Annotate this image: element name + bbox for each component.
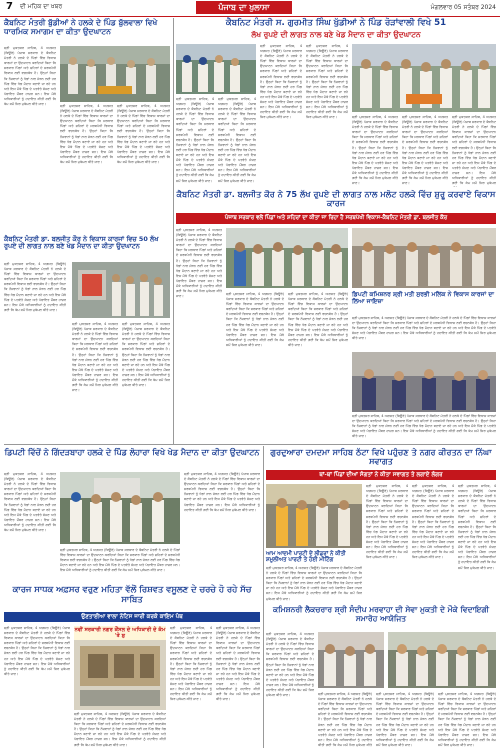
page-number: 7 (6, 1, 13, 12)
headline-lohara: ਡਿਪਟੀ ਵਿੱਚੋਂ ਨੇ ਗਿੱਦੜਬਾਹਾ ਹਲਕੇ ਦੇ ਪਿੰਡ ਲੋਹਾਰਾ ਵਿਖੇ ਖੇਡ ਮੈਦਾਨ ਦਾ ਕੀਤਾ ਉਦਘਾਟਨ (4, 448, 260, 457)
divider (4, 444, 496, 445)
article-photo (352, 228, 496, 288)
subhead-strip: ਥਾਂ-ਥਾਂ ਪਿੰਡਾਂ ਦੀਆਂ ਸੰਗਤਾਂ ਨੇ ਕੀਤਾ ਸਵਾਗਤ ਤੇ ਲਗਾਏ ਲੰਗਰ (266, 470, 496, 480)
article-text: ਸ੍ਰੀ ਮੁਕਤਸਰ ਸਾਹਿਬ, 4 ਅਗਸਤ (ਬਿਊਰੋ) ਪੰਜਾਬ ਸਰਕਾਰ ਦੇ ਕੈਬਨਿਟ ਮੰਤਰੀ ਨੇ ਹਲਕੇ ਦੇ ਪਿੰਡਾਂ ਵਿੱਚ ਵਿਕਾਸ ਕਾਰਜਾਂ ਦਾ ਉਦਘਾਟਨ ਕਰਦਿਆਂ ਕਿਹਾ ਕਿ ਸਰਕਾਰ ਪਿੰਡਾਂ ਅਤੇ ਸ਼ਹਿਰਾਂ ਦੇ ਸਰਬਪੱਖੀ ਵਿਕਾਸ ਲਈ ਵਚਨਬੱਧ ਹੈ। ਉਨ੍ਹਾਂ ਕਿਹਾ ਕਿ ਨੌਜਵਾਨਾਂ ਨੂੰ ਖੇਡਾਂ ਨਾਲ ਜੋੜਨ ਲਈ ਹਰ ਪਿੰਡ ਵਿੱਚ ਖੇਡ ਮੈਦਾਨ ਬਣਾਏ ਜਾ ਰਹੇ ਹਨ ਅਤੇ ਇਸ ਮੌਕੇ ਪਿੰਡ ਦੇ ਪਤਵੰਤੇ ਸੱਜਣ ਅਤੇ ਪੰਚਾਇਤ ਮੈਂਬਰ ਹਾਜ਼ਰ ਸਨ। ਇਸ ਮੌਕੇ ਅਧਿਕਾਰੀਆਂ ਨੂੰ ਹਦਾਇਤ ਕੀਤੀ ਗਈ ਕਿ ਕੰਮ ਸਮੇਂ ਸਿਰ ਮੁਕੰਮਲ ਕੀਤੇ ਜਾਣ। (438, 692, 496, 747)
article-photo (388, 632, 496, 688)
article-photo (226, 228, 348, 288)
subhead-strip: ਉਣਤਾਈਆ ਵਾਲਾ ਨੋਟਿਸ ਜਾਰੀ ਕਰਕੇ ਕਾਇਮ ਪੰਥ (4, 612, 260, 622)
article-text: ਸ੍ਰੀ ਮੁਕਤਸਰ ਸਾਹਿਬ, 4 ਅਗਸਤ (ਬਿਊਰੋ) ਪੰਜਾਬ ਸਰਕਾਰ ਦੇ ਕੈਬਨਿਟ ਮੰਤਰੀ ਨੇ ਹਲਕੇ ਦੇ ਪਿੰਡਾਂ ਵਿੱਚ ਵਿਕਾਸ ਕਾਰਜਾਂ ਦਾ ਉਦਘਾਟਨ ਕਰਦਿਆਂ ਕਿਹਾ ਕਿ ਸਰਕਾਰ ਪਿੰਡਾਂ ਅਤੇ ਸ਼ਹਿਰਾਂ ਦੇ ਸਰਬਪੱਖੀ ਵਿਕਾਸ ਲਈ ਵਚਨਬੱਧ ਹੈ। ਉਨ੍ਹਾਂ ਕਿਹਾ ਕਿ ਨੌਜਵਾਨਾਂ ਨੂੰ ਖੇਡਾਂ ਨਾਲ ਜੋੜਨ ਲਈ ਹਰ ਪਿੰਡ ਵਿੱਚ ਖੇਡ ਮੈਦਾਨ ਬਣਾਏ ਜਾ ਰਹੇ ਹਨ ਅਤੇ ਇਸ ਮੌਕੇ ਪਿੰਡ ਦੇ ਪਤਵੰਤੇ ਸੱਜਣ ਅਤੇ ਪੰਚਾਇਤ ਮੈਂਬਰ ਹਾਜ਼ਰ ਸਨ। ਇਸ ਮੌਕੇ ਅਧਿਕਾਰੀਆਂ ਨੂੰ ਹਦਾਇਤ ਕੀਤੀ ਗਈ ਕਿ ਕੰਮ ਸਮੇਂ ਸਿਰ ਮੁਕੰਮਲ ਕੀਤੇ ਜਾਣ। (266, 566, 362, 601)
article-text: ਸ੍ਰੀ ਮੁਕਤਸਰ ਸਾਹਿਬ, 4 ਅਗਸਤ (ਬਿਊਰੋ) ਪੰਜਾਬ ਸਰਕਾਰ ਦੇ ਕੈਬਨਿਟ ਮੰਤਰੀ ਨੇ ਹਲਕੇ ਦੇ ਪਿੰਡਾਂ ਵਿੱਚ ਵਿਕਾਸ ਕਾਰਜਾਂ ਦਾ ਉਦਘਾਟਨ ਕਰਦਿਆਂ ਕਿਹਾ ਕਿ ਸਰਕਾਰ ਪਿੰਡਾਂ ਅਤੇ ਸ਼ਹਿਰਾਂ ਦੇ ਸਰਬਪੱਖੀ ਵਿਕਾਸ ਲਈ ਵਚਨਬੱਧ ਹੈ। ਉਨ੍ਹਾਂ ਕਿਹਾ ਕਿ ਨੌਜਵਾਨਾਂ ਨੂੰ ਖੇਡਾਂ ਨਾਲ ਜੋੜਨ ਲਈ ਹਰ ਪਿੰਡ ਵਿੱਚ ਖੇਡ ਮੈਦਾਨ ਬਣਾਏ ਜਾ ਰਹੇ ਹਨ ਅਤੇ ਇਸ ਮੌਕੇ ਪਿੰਡ ਦੇ ਪਤਵੰਤੇ ਸੱਜਣ ਅਤੇ ਪੰਚਾਇਤ ਮੈਂਬਰ ਹਾਜ਼ਰ ਸਨ। ਇਸ ਮੌਕੇ ਅਧਿਕਾਰੀਆਂ ਨੂੰ ਹਦਾਇਤ ਕੀਤੀ ਗਈ ਕਿ ਕੰਮ ਸਮੇਂ ਸਿਰ ਮੁਕੰਮਲ ਕੀਤੇ ਜਾਣ। (4, 626, 70, 676)
article-text: ਸ੍ਰੀ ਮੁਕਤਸਰ ਸਾਹਿਬ, 4 ਅਗਸਤ (ਬਿਊਰੋ) ਪੰਜਾਬ ਸਰਕਾਰ ਦੇ ਕੈਬਨਿਟ ਮੰਤਰੀ ਨੇ ਹਲਕੇ ਦੇ ਪਿੰਡਾਂ ਵਿੱਚ ਵਿਕਾਸ ਕਾਰਜਾਂ ਦਾ ਉਦਘਾਟਨ ਕਰਦਿਆਂ ਕਿਹਾ ਕਿ ਸਰਕਾਰ ਪਿੰਡਾਂ ਅਤੇ ਸ਼ਹਿਰਾਂ ਦੇ ਸਰਬਪੱਖੀ ਵਿਕਾਸ ਲਈ ਵਚਨਬੱਧ ਹੈ। ਉਨ੍ਹਾਂ ਕਿਹਾ ਕਿ ਨੌਜਵਾਨਾਂ ਨੂੰ ਖੇਡਾਂ ਨਾਲ ਜੋੜਨ ਲਈ ਹਰ ਪਿੰਡ ਵਿੱਚ ਖੇਡ ਮੈਦਾਨ ਬਣਾਏ ਜਾ ਰਹੇ ਹਨ ਅਤੇ ਇਸ ਮੌਕੇ ਪਿੰਡ ਦੇ ਪਤਵੰਤੇ ਸੱਜਣ ਅਤੇ ਪੰਚਾਇਤ ਮੈਂਬਰ ਹਾਜ਼ਰ ਸਨ। ਇਸ ਮੌਕੇ ਅਧਿਕਾਰੀਆਂ ਨੂੰ ਹਦਾਇਤ ਕੀਤੀ ਗਈ ਕਿ ਕੰਮ ਸਮੇਂ ਸਿਰ ਮੁਕੰਮਲ ਕੀਤੇ ਜਾਣ। (176, 228, 222, 299)
article-text: ਸ੍ਰੀ ਮੁਕਤਸਰ ਸਾਹਿਬ, 4 ਅਗਸਤ (ਬਿਊਰੋ) ਪੰਜਾਬ ਸਰਕਾਰ ਦੇ ਕੈਬਨਿਟ ਮੰਤਰੀ ਨੇ ਹਲਕੇ ਦੇ ਪਿੰਡਾਂ ਵਿੱਚ ਵਿਕਾਸ ਕਾਰਜਾਂ ਦਾ ਉਦਘਾਟਨ ਕਰਦਿਆਂ ਕਿਹਾ ਕਿ ਸਰਕਾਰ ਪਿੰਡਾਂ ਅਤੇ ਸ਼ਹਿਰਾਂ ਦੇ ਸਰਬਪੱਖੀ ਵਿਕਾਸ ਲਈ ਵਚਨਬੱਧ ਹੈ। ਉਨ੍ਹਾਂ ਕਿਹਾ ਕਿ ਨੌਜਵਾਨਾਂ ਨੂੰ ਖੇਡਾਂ ਨਾਲ ਜੋੜਨ ਲਈ ਹਰ ਪਿੰਡ ਵਿੱਚ ਖੇਡ ਮੈਦਾਨ ਬਣਾਏ ਜਾ ਰਹੇ ਹਨ ਅਤੇ ਇਸ ਮੌਕੇ ਪਿੰਡ ਦੇ ਪਤਵੰਤੇ ਸੱਜਣ ਅਤੇ ਪੰਚਾਇਤ ਮੈਂਬਰ ਹਾਜ਼ਰ ਸਨ। ਇਸ ਮੌਕੇ ਅਧਿਕਾਰੀਆਂ ਨੂੰ ਹਦਾਇਤ ਕੀਤੀ ਗਈ ਕਿ ਕੰਮ ਸਮੇਂ ਸਿਰ ਮੁਕੰਮਲ ਕੀਤੇ ਜਾਣ। (352, 414, 496, 439)
article-text: ਸ੍ਰੀ ਮੁਕਤਸਰ ਸਾਹਿਬ, 4 ਅਗਸਤ (ਬਿਊਰੋ) ਪੰਜਾਬ ਸਰਕਾਰ ਦੇ ਕੈਬਨਿਟ ਮੰਤਰੀ ਨੇ ਹਲਕੇ ਦੇ ਪਿੰਡਾਂ ਵਿੱਚ ਵਿਕਾਸ ਕਾਰਜਾਂ ਦਾ ਉਦਘਾਟਨ ਕਰਦਿਆਂ ਕਿਹਾ ਕਿ ਸਰਕਾਰ ਪਿੰਡਾਂ ਅਤੇ ਸ਼ਹਿਰਾਂ ਦੇ ਸਰਬਪੱਖੀ ਵਿਕਾਸ ਲਈ ਵਚਨਬੱਧ ਹੈ। ਉਨ੍ਹਾਂ ਕਿਹਾ ਕਿ ਨੌਜਵਾਨਾਂ ਨੂੰ ਖੇਡਾਂ ਨਾਲ ਜੋੜਨ ਲਈ ਹਰ ਪਿੰਡ ਵਿੱਚ ਖੇਡ ਮੈਦਾਨ ਬਣਾਏ ਜਾ ਰਹੇ ਹਨ ਅਤੇ ਇਸ ਮੌਕੇ ਪਿੰਡ ਦੇ ਪਤਵੰਤੇ ਸੱਜਣ ਅਤੇ ਪੰਚਾਇਤ ਮੈਂਬਰ ਹਾਜ਼ਰ ਸਨ। ਇਸ ਮੌਕੇ ਅਧਿਕਾਰੀਆਂ ਨੂੰ ਹਦਾਇਤ ਕੀਤੀ ਗਈ ਕਿ ਕੰਮ ਸਮੇਂ ਸਿਰ ਮੁਕੰਮਲ ਕੀਤੇ ਜਾਣ। (184, 472, 260, 512)
headline-nagar-kirtan: ਗੁਰਦੁਆਰਾ ਦਮਦਮਾ ਸਾਹਿਬ ਠੱਟਾ ਵਿਖੇ ਪਹੁੰਚਣ ਤੇ ਨਗਰ ਕੀਰਤਨ ਦਾ ਨਿੱਘਾ ਸਵਾਗਤ (270, 447, 492, 467)
headline-dc: ਡਿਪਟੀ ਕਮਿਸ਼ਨਰ ਸ਼੍ਰੀ ਮਤੀ ਸੁਰਭੀ ਮਲਿਕ ਨੇ ਵਿਕਾਸ ਕਾਰਜਾਂ ਦਾ ਲਿਆ ਜਾਇਜ਼ਾ (352, 291, 495, 305)
article-text: ਸ੍ਰੀ ਮੁਕਤਸਰ ਸਾਹਿਬ, 4 ਅਗਸਤ (ਬਿਊਰੋ) ਪੰਜਾਬ ਸਰਕਾਰ ਦੇ ਕੈਬਨਿਟ ਮੰਤਰੀ ਨੇ ਹਲਕੇ ਦੇ ਪਿੰਡਾਂ ਵਿੱਚ ਵਿਕਾਸ ਕਾਰਜਾਂ ਦਾ ਉਦਘਾਟਨ ਕਰਦਿਆਂ ਕਿਹਾ ਕਿ ਸਰਕਾਰ ਪਿੰਡਾਂ ਅਤੇ ਸ਼ਹਿਰਾਂ ਦੇ ਸਰਬਪੱਖੀ ਵਿਕਾਸ ਲਈ ਵਚਨਬੱਧ ਹੈ। ਉਨ੍ਹਾਂ ਕਿਹਾ ਕਿ ਨੌਜਵਾਨਾਂ ਨੂੰ ਖੇਡਾਂ ਨਾਲ ਜੋੜਨ ਲਈ ਹਰ ਪਿੰਡ ਵਿੱਚ ਖੇਡ ਮੈਦਾਨ ਬਣਾਏ ਜਾ ਰਹੇ ਹਨ ਅਤੇ ਇਸ ਮੌਕੇ ਪਿੰਡ ਦੇ ਪਤਵੰਤੇ ਸੱਜਣ ਅਤੇ ਪੰਚਾਇਤ ਮੈਂਬਰ ਹਾਜ਼ਰ ਸਨ। ਇਸ ਮੌਕੇ ਅਧਿਕਾਰੀਆਂ ਨੂੰ ਹਦਾਇਤ ਕੀਤੀ ਗਈ ਕਿ ਕੰਮ ਸਮੇਂ ਸਿਰ ਮੁਕੰਮਲ ਕੀਤੇ ਜਾਣ। (288, 292, 348, 347)
paper-name: ਦੀ ਮਹਿਕ ਦਾ ਖ਼ਬਰ (20, 3, 63, 10)
headline-retirement: ਕਮਿਸ਼ਨਰੀ ਲੈਕਚਰਾਰ ਸ਼੍ਰੀ ਸੰਦੀਪ ਮਰਵਾਹਾ ਦੀ ਸੇਵਾ ਮੁਕਤੀ ਦੇ ਮੌਕੇ ਵਿਦਾਇਗੀ ਸਮਾਰੋਹ ਆਯੋਜਿਤ (272, 605, 490, 623)
article-photo (352, 352, 496, 412)
article-text: ਸ੍ਰੀ ਮੁਕਤਸਰ ਸਾਹਿਬ, 4 ਅਗਸਤ (ਬਿਊਰੋ) ਪੰਜਾਬ ਸਰਕਾਰ ਦੇ ਕੈਬਨਿਟ ਮੰਤਰੀ ਨੇ ਹਲਕੇ ਦੇ ਪਿੰਡਾਂ ਵਿੱਚ ਵਿਕਾਸ ਕਾਰਜਾਂ ਦਾ ਉਦਘਾਟਨ ਕਰਦਿਆਂ ਕਿਹਾ ਕਿ ਸਰਕਾਰ ਪਿੰਡਾਂ ਅਤੇ ਸ਼ਹਿਰਾਂ ਦੇ ਸਰਬਪੱਖੀ ਵਿਕਾਸ ਲਈ ਵਚਨਬੱਧ ਹੈ। ਉਨ੍ਹਾਂ ਕਿਹਾ ਕਿ ਨੌਜਵਾਨਾਂ ਨੂੰ ਖੇਡਾਂ ਨਾਲ ਜੋੜਨ ਲਈ ਹਰ ਪਿੰਡ ਵਿੱਚ ਖੇਡ ਮੈਦਾਨ ਬਣਾਏ ਜਾ ਰਹੇ ਹਨ ਅਤੇ ਇਸ ਮੌਕੇ ਪਿੰਡ ਦੇ ਪਤਵੰਤੇ ਸੱਜਣ ਅਤੇ ਪੰਚਾਇਤ ਮੈਂਬਰ ਹਾਜ਼ਰ ਸਨ। ਇਸ ਮੌਕੇ ਅਧਿਕਾਰੀਆਂ ਨੂੰ ਹਦਾਇਤ ਕੀਤੀ ਗਈ ਕਿ ਕੰਮ ਸਮੇਂ ਸਿਰ ਮੁਕੰਮਲ ਕੀਤੇ ਜਾਣ। (4, 472, 56, 533)
article-text: ਸ੍ਰੀ ਮੁਕਤਸਰ ਸਾਹਿਬ, 4 ਅਗਸਤ (ਬਿਊਰੋ) ਪੰਜਾਬ ਸਰਕਾਰ ਦੇ ਕੈਬਨਿਟ ਮੰਤਰੀ ਨੇ ਹਲਕੇ ਦੇ ਪਿੰਡਾਂ ਵਿੱਚ ਵਿਕਾਸ ਕਾਰਜਾਂ ਦਾ ਉਦਘਾਟਨ ਕਰਦਿਆਂ ਕਿਹਾ ਕਿ ਸਰਕਾਰ ਪਿੰਡਾਂ ਅਤੇ ਸ਼ਹਿਰਾਂ ਦੇ ਸਰਬਪੱਖੀ ਵਿਕਾਸ ਲਈ ਵਚਨਬੱਧ ਹੈ। ਉਨ੍ਹਾਂ ਕਿਹਾ ਕਿ ਨੌਜਵਾਨਾਂ ਨੂੰ ਖੇਡਾਂ ਨਾਲ ਜੋੜਨ ਲਈ ਹਰ ਪਿੰਡ ਵਿੱਚ ਖੇਡ ਮੈਦਾਨ ਬਣਾਏ ਜਾ ਰਹੇ ਹਨ ਅਤੇ ਇਸ ਮੌਕੇ ਪਿੰਡ ਦੇ ਪਤਵੰਤੇ ਸੱਜਣ ਅਤੇ ਪੰਚਾਇਤ ਮੈਂਬਰ ਹਾਜ਼ਰ ਸਨ। ਇਸ ਮੌਕੇ ਅਧਿਕਾਰੀਆਂ ਨੂੰ ਹਦਾਇਤ ਕੀਤੀ ਗਈ ਕਿ ਕੰਮ ਸਮੇਂ ਸਿਰ ਮੁਕੰਮਲ ਕੀਤੇ ਜਾਣ। (266, 632, 314, 698)
article-text: ਸ੍ਰੀ ਮੁਕਤਸਰ ਸਾਹਿਬ, 4 ਅਗਸਤ (ਬਿਊਰੋ) ਪੰਜਾਬ ਸਰਕਾਰ ਦੇ ਕੈਬਨਿਟ ਮੰਤਰੀ ਨੇ ਹਲਕੇ ਦੇ ਪਿੰਡਾਂ ਵਿੱਚ ਵਿਕਾਸ ਕਾਰਜਾਂ ਦਾ ਉਦਘਾਟਨ ਕਰਦਿਆਂ ਕਿਹਾ ਕਿ ਸਰਕਾਰ ਪਿੰਡਾਂ ਅਤੇ ਸ਼ਹਿਰਾਂ ਦੇ ਸਰਬਪੱਖੀ ਵਿਕਾਸ ਲਈ ਵਚਨਬੱਧ ਹੈ। ਉਨ੍ਹਾਂ ਕਿਹਾ ਕਿ ਨੌਜਵਾਨਾਂ ਨੂੰ ਖੇਡਾਂ ਨਾਲ ਜੋੜਨ ਲਈ ਹਰ ਪਿੰਡ ਵਿੱਚ ਖੇਡ ਮੈਦਾਨ ਬਣਾਏ ਜਾ ਰਹੇ ਹਨ ਅਤੇ ਇਸ ਮੌਕੇ ਪਿੰਡ ਦੇ ਪਤਵੰਤੇ ਸੱਜਣ ਅਤੇ ਪੰਚਾਇਤ ਮੈਂਬਰ ਹਾਜ਼ਰ ਸਨ। ਇਸ ਮੌਕੇ ਅਧਿਕਾਰੀਆਂ ਨੂੰ ਹਦਾਇਤ ਕੀਤੀ ਗਈ ਕਿ ਕੰਮ ਸਮੇਂ ਸਿਰ ਮੁਕੰਮਲ ਕੀਤੇ ਜਾਣ। (176, 97, 214, 183)
article-photo (176, 44, 256, 94)
subheadline-top: ਲੱਖ ਰੁਪਏ ਦੀ ਲਾਗਤ ਨਾਲ ਬਣੇ ਖੇਡ ਮੈਦਾਨ ਦਾ ਕੀਤਾ ਉਦਘਾਟਨ (251, 30, 421, 39)
headline-left-top: ਕੈਬਨਿਟ ਮੰਤਰੀ ਬੁੱਡੀਆਂ ਨੇ ਹਲਕੇ ਦੇ ਪਿੰਡ ਬੁੱਲਵਾਲਾ ਵਿਖੇ ਧਾਰਮਿਕ ਸਮਾਗਮ ਦਾ ਕੀਤਾ ਉਦਘਾਟਨ (4, 18, 158, 36)
article-text: ਸ੍ਰੀ ਮੁਕਤਸਰ ਸਾਹਿਬ, 4 ਅਗਸਤ (ਬਿਊਰੋ) ਪੰਜਾਬ ਸਰਕਾਰ ਦੇ ਕੈਬਨਿਟ ਮੰਤਰੀ ਨੇ ਹਲਕੇ ਦੇ ਪਿੰਡਾਂ ਵਿੱਚ ਵਿਕਾਸ ਕਾਰਜਾਂ ਦਾ ਉਦਘਾਟਨ ਕਰਦਿਆਂ ਕਿਹਾ ਕਿ ਸਰਕਾਰ ਪਿੰਡਾਂ ਅਤੇ ਸ਼ਹਿਰਾਂ ਦੇ ਸਰਬਪੱਖੀ ਵਿਕਾਸ ਲਈ ਵਚਨਬੱਧ ਹੈ। ਉਨ੍ਹਾਂ ਕਿਹਾ ਕਿ ਨੌਜਵਾਨਾਂ ਨੂੰ ਖੇਡਾਂ ਨਾਲ ਜੋੜਨ ਲਈ ਹਰ ਪਿੰਡ ਵਿੱਚ ਖੇਡ ਮੈਦਾਨ ਬਣਾਏ ਜਾ ਰਹੇ ਹਨ ਅਤੇ ਇਸ ਮੌਕੇ ਪਿੰਡ ਦੇ ਪਤਵੰਤੇ ਸੱਜਣ ਅਤੇ ਪੰਚਾਇਤ ਮੈਂਬਰ ਹਾਜ਼ਰ ਸਨ। ਇਸ ਮੌਕੇ ਅਧਿਕਾਰੀਆਂ ਨੂੰ ਹਦਾਇਤ ਕੀਤੀ ਗਈ ਕਿ ਕੰਮ ਸਮੇਂ ਸਿਰ ਮੁਕੰਮਲ ਕੀਤੇ ਜਾਣ। (170, 626, 212, 702)
article-photo (352, 44, 496, 112)
article-text: ਸ੍ਰੀ ਮੁਕਤਸਰ ਸਾਹਿਬ, 4 ਅਗਸਤ (ਬਿਊਰੋ) ਪੰਜਾਬ ਸਰਕਾਰ ਦੇ ਕੈਬਨਿਟ ਮੰਤਰੀ ਨੇ ਹਲਕੇ ਦੇ ਪਿੰਡਾਂ ਵਿੱਚ ਵਿਕਾਸ ਕਾਰਜਾਂ ਦਾ ਉਦਘਾਟਨ ਕਰਦਿਆਂ ਕਿਹਾ ਕਿ ਸਰਕਾਰ ਪਿੰਡਾਂ ਅਤੇ ਸ਼ਹਿਰਾਂ ਦੇ ਸਰਬਪੱਖੀ ਵਿਕਾਸ ਲਈ ਵਚਨਬੱਧ ਹੈ। ਉਨ੍ਹਾਂ ਕਿਹਾ ਕਿ ਨੌਜਵਾਨਾਂ ਨੂੰ ਖੇਡਾਂ ਨਾਲ ਜੋੜਨ ਲਈ ਹਰ ਪਿੰਡ ਵਿੱਚ ਖੇਡ ਮੈਦਾਨ ਬਣਾਏ ਜਾ ਰਹੇ ਹਨ ਅਤੇ ਇਸ ਮੌਕੇ ਪਿੰਡ ਦੇ ਪਤਵੰਤੇ ਸੱਜਣ ਅਤੇ ਪੰਚਾਇਤ ਮੈਂਬਰ ਹਾਜ਼ਰ ਸਨ। ਇਸ ਮੌਕੇ ਅਧਿਕਾਰੀਆਂ ਨੂੰ ਹਦਾਇਤ ਕੀਤੀ ਗਈ ਕਿ ਕੰਮ ਸਮੇਂ ਸਿਰ ਮੁਕੰਮਲ ਕੀਤੇ ਜਾਣ। (458, 484, 496, 570)
divider (173, 18, 174, 444)
section-title: ਪੰਜਾਬ ਦਾ ਖੁਲਾਸਾ (196, 1, 292, 14)
article-photo (60, 46, 170, 102)
article-text: ਸ੍ਰੀ ਮੁਕਤਸਰ ਸਾਹਿਬ, 4 ਅਗਸਤ (ਬਿਊਰੋ) ਪੰਜਾਬ ਸਰਕਾਰ ਦੇ ਕੈਬਨਿਟ ਮੰਤਰੀ ਨੇ ਹਲਕੇ ਦੇ ਪਿੰਡਾਂ ਵਿੱਚ ਵਿਕਾਸ ਕਾਰਜਾਂ ਦਾ ਉਦਘਾਟਨ ਕਰਦਿਆਂ ਕਿਹਾ ਕਿ ਸਰਕਾਰ ਪਿੰਡਾਂ ਅਤੇ ਸ਼ਹਿਰਾਂ ਦੇ ਸਰਬਪੱਖੀ ਵਿਕਾਸ ਲਈ ਵਚਨਬੱਧ ਹੈ। ਉਨ੍ਹਾਂ ਕਿਹਾ ਕਿ ਨੌਜਵਾਨਾਂ ਨੂੰ ਖੇਡਾਂ ਨਾਲ ਜੋੜਨ ਲਈ ਹਰ ਪਿੰਡ ਵਿੱਚ ਖੇਡ ਮੈਦਾਨ ਬਣਾਏ ਜਾ ਰਹੇ ਹਨ ਅਤੇ ਇਸ ਮੌਕੇ ਪਿੰਡ ਦੇ ਪਤਵੰਤੇ ਸੱਜਣ ਅਤੇ ਪੰਚਾਇਤ ਮੈਂਬਰ ਹਾਜ਼ਰ ਸਨ। ਇਸ ਮੌਕੇ ਅਧਿਕਾਰੀਆਂ ਨੂੰ ਹਦਾਇਤ ਕੀਤੀ ਗਈ ਕਿ ਕੰਮ ਸਮੇਂ ਸਿਰ ਮੁਕੰਮਲ ਕੀਤੇ ਜਾਣ। (122, 322, 170, 388)
article-text: ਸ੍ਰੀ ਮੁਕਤਸਰ ਸਾਹਿਬ, 4 ਅਗਸਤ (ਬਿਊਰੋ) ਪੰਜਾਬ ਸਰਕਾਰ ਦੇ ਕੈਬਨਿਟ ਮੰਤਰੀ ਨੇ ਹਲਕੇ ਦੇ ਪਿੰਡਾਂ ਵਿੱਚ ਵਿਕਾਸ ਕਾਰਜਾਂ ਦਾ ਉਦਘਾਟਨ ਕਰਦਿਆਂ ਕਿਹਾ ਕਿ ਸਰਕਾਰ ਪਿੰਡਾਂ ਅਤੇ ਸ਼ਹਿਰਾਂ ਦੇ ਸਰਬਪੱਖੀ ਵਿਕਾਸ ਲਈ ਵਚਨਬੱਧ ਹੈ। ਉਨ੍ਹਾਂ ਕਿਹਾ ਕਿ ਨੌਜਵਾਨਾਂ ਨੂੰ ਖੇਡਾਂ ਨਾਲ ਜੋੜਨ ਲਈ ਹਰ ਪਿੰਡ ਵਿੱਚ ਖੇਡ ਮੈਦਾਨ ਬਣਾਏ ਜਾ ਰਹੇ ਹਨ ਅਤੇ ਇਸ ਮੌਕੇ ਪਿੰਡ ਦੇ ਪਤਵੰਤੇ ਸੱਜਣ ਅਤੇ ਪੰਚਾਇਤ ਮੈਂਬਰ ਹਾਜ਼ਰ ਸਨ। ਇਸ ਮੌਕੇ ਅਧਿਕਾਰੀਆਂ ਨੂੰ ਹਦਾਇਤ ਕੀਤੀ ਗਈ ਕਿ ਕੰਮ ਸਮੇਂ ਸਿਰ ਮੁਕੰਮਲ ਕੀਤੇ ਜਾਣ। (72, 322, 118, 393)
article-text: ਸ੍ਰੀ ਮੁਕਤਸਰ ਸਾਹਿਬ, 4 ਅਗਸਤ (ਬਿਊਰੋ) ਪੰਜਾਬ ਸਰਕਾਰ ਦੇ ਕੈਬਨਿਟ ਮੰਤਰੀ ਨੇ ਹਲਕੇ ਦੇ ਪਿੰਡਾਂ ਵਿੱਚ ਵਿਕਾਸ ਕਾਰਜਾਂ ਦਾ ਉਦਘਾਟਨ ਕਰਦਿਆਂ ਕਿਹਾ ਕਿ ਸਰਕਾਰ ਪਿੰਡਾਂ ਅਤੇ ਸ਼ਹਿਰਾਂ ਦੇ ਸਰਬਪੱਖੀ ਵਿਕਾਸ ਲਈ ਵਚਨਬੱਧ ਹੈ। ਉਨ੍ਹਾਂ ਕਿਹਾ ਕਿ ਨੌਜਵਾਨਾਂ ਨੂੰ ਖੇਡਾਂ ਨਾਲ ਜੋੜਨ ਲਈ ਹਰ ਪਿੰਡ ਵਿੱਚ ਖੇਡ ਮੈਦਾਨ ਬਣਾਏ ਜਾ ਰਹੇ ਹਨ ਅਤੇ ਇਸ ਮੌਕੇ ਪਿੰਡ ਦੇ ਪਤਵੰਤੇ ਸੱਜਣ ਅਤੇ ਪੰਚਾਇਤ ਮੈਂਬਰ ਹਾਜ਼ਰ ਸਨ। ਇਸ ਮੌਕੇ ਅਧਿਕਾਰੀਆਂ ਨੂੰ ਹਦਾਇਤ ਕੀਤੀ ਗਈ ਕਿ ਕੰਮ ਸਮੇਂ ਸਿਰ ਮੁਕੰਮਲ ਕੀਤੇ ਜਾਣ। (226, 292, 284, 347)
article-text: ਸ੍ਰੀ ਮੁਕਤਸਰ ਸਾਹਿਬ, 4 ਅਗਸਤ (ਬਿਊਰੋ) ਪੰਜਾਬ ਸਰਕਾਰ ਦੇ ਕੈਬਨਿਟ ਮੰਤਰੀ ਨੇ ਹਲਕੇ ਦੇ ਪਿੰਡਾਂ ਵਿੱਚ ਵਿਕਾਸ ਕਾਰਜਾਂ ਦਾ ਉਦਘਾਟਨ ਕਰਦਿਆਂ ਕਿਹਾ ਕਿ ਸਰਕਾਰ ਪਿੰਡਾਂ ਅਤੇ ਸ਼ਹਿਰਾਂ ਦੇ ਸਰਬਪੱਖੀ ਵਿਕਾਸ ਲਈ ਵਚਨਬੱਧ ਹੈ। ਉਨ੍ਹਾਂ ਕਿਹਾ ਕਿ ਨੌਜਵਾਨਾਂ ਨੂੰ ਖੇਡਾਂ ਨਾਲ ਜੋੜਨ ਲਈ ਹਰ ਪਿੰਡ ਵਿੱਚ ਖੇਡ ਮੈਦਾਨ ਬਣਾਏ ਜਾ ਰਹੇ ਹਨ ਅਤੇ ਇਸ ਮੌਕੇ ਪਿੰਡ ਦੇ ਪਤਵੰਤੇ ਸੱਜਣ ਅਤੇ ਪੰਚਾਇਤ ਮੈਂਬਰ ਹਾਜ਼ਰ ਸਨ। ਇਸ ਮੌਕੇ ਅਧਿਕਾਰੀਆਂ ਨੂੰ ਹਦਾਇਤ ਕੀਤੀ ਗਈ ਕਿ ਕੰਮ ਸਮੇਂ ਸਿਰ ਮੁਕੰਮਲ ਕੀਤੇ ਜਾਣ। (60, 548, 180, 573)
article-text: ਸ੍ਰੀ ਮੁਕਤਸਰ ਸਾਹਿਬ, 4 ਅਗਸਤ (ਬਿਊਰੋ) ਪੰਜਾਬ ਸਰਕਾਰ ਦੇ ਕੈਬਨਿਟ ਮੰਤਰੀ ਨੇ ਹਲਕੇ ਦੇ ਪਿੰਡਾਂ ਵਿੱਚ ਵਿਕਾਸ ਕਾਰਜਾਂ ਦਾ ਉਦਘਾਟਨ ਕਰਦਿਆਂ ਕਿਹਾ ਕਿ ਸਰਕਾਰ ਪਿੰਡਾਂ ਅਤੇ ਸ਼ਹਿਰਾਂ ਦੇ ਸਰਬਪੱਖੀ ਵਿਕਾਸ ਲਈ ਵਚਨਬੱਧ ਹੈ। ਉਨ੍ਹਾਂ ਕਿਹਾ ਕਿ ਨੌਜਵਾਨਾਂ ਨੂੰ ਖੇਡਾਂ ਨਾਲ ਜੋੜਨ ਲਈ ਹਰ ਪਿੰਡ ਵਿੱਚ ਖੇਡ ਮੈਦਾਨ ਬਣਾਏ ਜਾ ਰਹੇ ਹਨ ਅਤੇ ਇਸ ਮੌਕੇ ਪਿੰਡ ਦੇ ਪਤਵੰਤੇ ਸੱਜਣ ਅਤੇ ਪੰਚਾਇਤ ਮੈਂਬਰ ਹਾਜ਼ਰ ਸਨ। ਇਸ ਮੌਕੇ ਅਧਿਕਾਰੀਆਂ ਨੂੰ ਹਦਾਇਤ ਕੀਤੀ ਗਈ ਕਿ ਕੰਮ ਸਮੇਂ ਸਿਰ ਮੁਕੰਮਲ (452, 115, 496, 186)
divider (263, 446, 264, 748)
headline-top: ਕੈਬਨਿਟ ਮੰਤਰੀ ਸ. ਗੁਰਮੀਤ ਸਿੰਘ ਖੁੱਡੀਆਂ ਨੇ ਪਿੰਡ ਰੋੜਾਂਵਾਲੀ ਵਿਖੇ 51 (225, 18, 447, 28)
article-text: ਸ੍ਰੀ ਮੁਕਤਸਰ ਸਾਹਿਬ, 4 ਅਗਸਤ (ਬਿਊਰੋ) ਪੰਜਾਬ ਸਰਕਾਰ ਦੇ ਕੈਬਨਿਟ ਮੰਤਰੀ ਨੇ ਹਲਕੇ ਦੇ ਪਿੰਡਾਂ ਵਿੱਚ ਵਿਕਾਸ ਕਾਰਜਾਂ ਦਾ ਉਦਘਾਟਨ ਕਰਦਿਆਂ ਕਿਹਾ ਕਿ ਸਰਕਾਰ ਪਿੰਡਾਂ ਅਤੇ ਸ਼ਹਿਰਾਂ ਦੇ ਸਰਬਪੱਖੀ ਵਿਕਾਸ ਲਈ ਵਚਨਬੱਧ ਹੈ। ਉਨ੍ਹਾਂ ਕਿਹਾ ਕਿ ਨੌਜਵਾਨਾਂ ਨੂੰ ਖੇਡਾਂ ਨਾਲ ਜੋੜਨ ਲਈ ਹਰ ਪਿੰਡ ਵਿੱਚ ਖੇਡ ਮੈਦਾਨ ਬਣਾਏ ਜਾ ਰਹੇ ਹਨ ਅਤੇ ਇਸ ਮੌਕੇ ਪਿੰਡ ਦੇ ਪਤਵੰਤੇ ਸੱਜਣ ਅਤੇ ਪੰਚਾਇਤ ਮੈਂਬਰ ਹਾਜ਼ਰ ਸਨ। ਇਸ ਮੌਕੇ ਅਧਿਕਾਰੀਆਂ ਨੂੰ ਹਦਾਇਤ ਕੀਤੀ ਗਈ ਕਿ ਕੰਮ ਸਮੇਂ ਸਿਰ ਮੁਕੰਮਲ ਕੀਤੇ ਜਾਣ। (60, 104, 113, 165)
article-text: ਸ੍ਰੀ ਮੁਕਤਸਰ ਸਾਹਿਬ, 4 ਅਗਸਤ (ਬਿਊਰੋ) ਪੰਜਾਬ ਸਰਕਾਰ ਦੇ ਕੈਬਨਿਟ ਮੰਤਰੀ ਨੇ ਹਲਕੇ ਦੇ ਪਿੰਡਾਂ ਵਿੱਚ ਵਿਕਾਸ ਕਾਰਜਾਂ ਦਾ ਉਦਘਾਟਨ ਕਰਦਿਆਂ ਕਿਹਾ ਕਿ ਸਰਕਾਰ ਪਿੰਡਾਂ ਅਤੇ ਸ਼ਹਿਰਾਂ ਦੇ ਸਰਬਪੱਖੀ ਵਿਕਾਸ ਲਈ ਵਚਨਬੱਧ ਹੈ। ਉਨ੍ਹਾਂ ਕਿਹਾ ਕਿ ਨੌਜਵਾਨਾਂ ਨੂੰ ਖੇਡਾਂ ਨਾਲ ਜੋੜਨ ਲਈ ਹਰ ਪਿੰਡ ਵਿੱਚ ਖੇਡ ਮੈਦਾਨ ਬਣਾਏ ਜਾ ਰਹੇ ਹਨ ਅਤੇ ਇਸ ਮੌਕੇ ਪਿੰਡ ਦੇ ਪਤਵੰਤੇ ਸੱਜਣ ਅਤੇ ਪੰਚਾਇਤ ਮੈਂਬਰ ਹਾਜ਼ਰ ਸਨ। ਇਸ ਮੌਕੇ ਅਧਿਕਾਰੀਆਂ ਨੂੰ ਹਦਾਇਤ ਕੀਤੀ ਗਈ ਕਿ ਕੰਮ ਸਮੇਂ ਸਿਰ ਮੁਕੰਮਲ ਕੀਤੇ ਜਾਣ। (74, 712, 166, 747)
article-text: ਸ੍ਰੀ ਮੁਕਤਸਰ ਸਾਹਿਬ, 4 ਅਗਸਤ (ਬਿਊਰੋ) ਪੰਜਾਬ ਸਰਕਾਰ ਦੇ ਕੈਬਨਿਟ ਮੰਤਰੀ ਨੇ ਹਲਕੇ ਦੇ ਪਿੰਡਾਂ ਵਿੱਚ ਵਿਕਾਸ ਕਾਰਜਾਂ ਦਾ ਉਦਘਾਟਨ ਕਰਦਿਆਂ ਕਿਹਾ ਕਿ ਸਰਕਾਰ ਪਿੰਡਾਂ ਅਤੇ ਸ਼ਹਿਰਾਂ ਦੇ ਸਰਬਪੱਖੀ ਵਿਕਾਸ ਲਈ ਵਚਨਬੱਧ ਹੈ। ਉਨ੍ਹਾਂ ਕਿਹਾ ਕਿ ਨੌਜਵਾਨਾਂ ਨੂੰ ਖੇਡਾਂ ਨਾਲ ਜੋੜਨ ਲਈ ਹਰ ਪਿੰਡ ਵਿੱਚ ਖੇਡ ਮੈਦਾਨ ਬਣਾਏ ਜਾ ਰਹੇ ਹਨ ਅਤੇ ਇਸ ਮੌਕੇ ਪਿੰਡ ਦੇ ਪਤਵੰਤੇ ਸੱਜਣ ਅਤੇ ਪੰਚਾਇਤ ਮੈਂਬਰ ਹਾਜ਼ਰ ਸਨ। ਇਸ ਮੌਕੇ ਅਧਿਕਾਰੀਆਂ ਨੂੰ ਹਦਾਇਤ ਕੀਤੀ ਗਈ ਕਿ ਕੰਮ ਸਮੇਂ ਸਿਰ ਮੁਕੰਮਲ ਕੀਤੇ ਜਾਣ। (412, 484, 454, 560)
article-text: ਸ੍ਰੀ ਮੁਕਤਸਰ ਸਾਹਿਬ, 4 ਅਗਸਤ (ਬਿਊਰੋ) ਪੰਜਾਬ ਸਰਕਾਰ ਦੇ ਕੈਬਨਿਟ ਮੰਤਰੀ ਨੇ ਹਲਕੇ ਦੇ ਪਿੰਡਾਂ ਵਿੱਚ ਵਿਕਾਸ ਕਾਰਜਾਂ ਦਾ ਉਦਘਾਟਨ ਕਰਦਿਆਂ ਕਿਹਾ ਕਿ ਸਰਕਾਰ ਪਿੰਡਾਂ ਅਤੇ ਸ਼ਹਿਰਾਂ ਦੇ ਸਰਬਪੱਖੀ ਵਿਕਾਸ ਲਈ ਵਚਨਬੱਧ ਹੈ। ਉਨ੍ਹਾਂ ਕਿਹਾ ਕਿ ਨੌਜਵਾਨਾਂ ਨੂੰ ਖੇਡਾਂ ਨਾਲ ਜੋੜਨ ਲਈ ਹਰ ਪਿੰਡ ਵਿੱਚ ਖੇਡ ਮੈਦਾਨ ਬਣਾਏ ਜਾ ਰਹੇ ਹਨ ਅਤੇ ਇਸ ਮੌਕੇ ਪਿੰਡ ਦੇ ਪਤਵੰਤੇ ਸੱਜਣ ਅਤੇ ਪੰਚਾਇਤ ਮੈਂਬਰ ਹਾਜ਼ਰ ਸਨ। ਇਸ ਮੌਕੇ ਅਧਿਕਾਰੀਆਂ ਨੂੰ ਹਦਾਇਤ ਕੀਤੀ ਗਈ ਕਿ ਕੰਮ ਸਮੇਂ ਸਿਰ ਮੁਕੰਮਲ ਕੀਤੇ ਜਾਣ। (376, 692, 434, 747)
photo-caption: ਨਵੀਂ ਸਰਕਾਰੀ ਨਗਰ ਕੌਂਸਲ ਦੇ ਅਧਿਕਾਰੀ ਦੇ ਕੰਮ 'ਤੇ ਸ਼ੁ (74, 627, 166, 639)
article-text: ਸ੍ਰੀ ਮੁਕਤਸਰ ਸਾਹਿਬ, 4 ਅਗਸਤ (ਬਿਊਰੋ) ਪੰਜਾਬ ਸਰਕਾਰ ਦੇ ਕੈਬਨਿਟ ਮੰਤਰੀ ਨੇ ਹਲਕੇ ਦੇ ਪਿੰਡਾਂ ਵਿੱਚ ਵਿਕਾਸ ਕਾਰਜਾਂ ਦਾ ਉਦਘਾਟਨ ਕਰਦਿਆਂ ਕਿਹਾ ਕਿ ਸਰਕਾਰ ਪਿੰਡਾਂ ਅਤੇ ਸ਼ਹਿਰਾਂ ਦੇ ਸਰਬਪੱਖੀ ਵਿਕਾਸ ਲਈ ਵਚਨਬੱਧ ਹੈ। ਉਨ੍ਹਾਂ ਕਿਹਾ ਕਿ ਨੌਜਵਾਨਾਂ ਨੂੰ ਖੇਡਾਂ ਨਾਲ ਜੋੜਨ ਲਈ ਹਰ ਪਿੰਡ ਵਿੱਚ ਖੇਡ ਮੈਦਾਨ ਬਣਾਏ ਜਾ ਰਹੇ ਹਨ ਅਤੇ ਇਸ ਮੌਕੇ ਪਿੰਡ ਦੇ ਪਤਵੰਤੇ ਸੱਜਣ ਅਤੇ ਪੰਚਾਇਤ ਮੈਂਬਰ ਹਾਜ਼ਰ ਸਨ। ਇਸ ਮੌਕੇ ਅਧਿਕਾਰੀਆਂ ਨੂੰ ਹਦਾਇਤ ਕੀਤੀ ਗਈ ਕਿ ਕੰਮ ਸਮੇਂ ਸਿਰ ਮੁਕੰਮਲ ਕੀਤੇ ਜਾਣ। (260, 44, 302, 120)
article-text: ਸ੍ਰੀ ਮੁਕਤਸਰ ਸਾਹਿਬ, 4 ਅਗਸਤ (ਬਿਊਰੋ) ਪੰਜਾਬ ਸਰਕਾਰ ਦੇ ਕੈਬਨਿਟ ਮੰਤਰੀ ਨੇ ਹਲਕੇ ਦੇ ਪਿੰਡਾਂ ਵਿੱਚ ਵਿਕਾਸ ਕਾਰਜਾਂ ਦਾ ਉਦਘਾਟਨ ਕਰਦਿਆਂ ਕਿਹਾ ਕਿ ਸਰਕਾਰ ਪਿੰਡਾਂ ਅਤੇ ਸ਼ਹਿਰਾਂ ਦੇ ਸਰਬਪੱਖੀ ਵਿਕਾਸ ਲਈ ਵਚਨਬੱਧ ਹੈ। ਉਨ੍ਹਾਂ ਕਿਹਾ ਕਿ ਨੌਜਵਾਨਾਂ ਨੂੰ ਖੇਡਾਂ ਨਾਲ ਜੋੜਨ ਲਈ ਹਰ ਪਿੰਡ ਵਿੱਚ ਖੇਡ ਮੈਦਾਨ ਬਣਾਏ ਜਾ ਰਹੇ ਹਨ ਅਤੇ ਇਸ ਮੌਕੇ ਪਿੰਡ ਦੇ ਪਤਵੰਤੇ ਸੱਜਣ ਅਤੇ ਪੰਚਾਇਤ ਮੈਂਬਰ ਹਾਜ਼ਰ ਸਨ। ਇਸ ਮੌਕੇ ਅਧਿਕਾਰੀਆਂ ਨੂੰ ਹਦਾਇਤ ਕੀਤੀ ਗਈ ਕਿ ਕੰਮ ਸਮੇਂ ਸਿਰ ਮੁਕੰਮਲ ਕੀਤੇ (318, 692, 372, 747)
article-photo (318, 632, 384, 688)
article-text: ਸ੍ਰੀ ਮੁਕਤਸਰ ਸਾਹਿਬ, 4 ਅਗਸਤ (ਬਿਊਰੋ) ਪੰਜਾਬ ਸਰਕਾਰ ਦੇ ਕੈਬਨਿਟ ਮੰਤਰੀ ਨੇ ਹਲਕੇ ਦੇ ਪਿੰਡਾਂ ਵਿੱਚ ਵਿਕਾਸ ਕਾਰਜਾਂ ਦਾ ਉਦਘਾਟਨ ਕਰਦਿਆਂ ਕਿਹਾ ਕਿ ਸਰਕਾਰ ਪਿੰਡਾਂ ਅਤੇ ਸ਼ਹਿਰਾਂ ਦੇ ਸਰਬਪੱਖੀ ਵਿਕਾਸ ਲਈ ਵਚਨਬੱਧ ਹੈ। ਉਨ੍ਹਾਂ ਕਿਹਾ ਕਿ ਨੌਜਵਾਨਾਂ ਨੂੰ ਖੇਡਾਂ ਨਾਲ ਜੋੜਨ ਲਈ ਹਰ ਪਿੰਡ ਵਿੱਚ ਖੇਡ ਮੈਦਾਨ ਬਣਾਏ ਜਾ ਰਹੇ ਹਨ ਅਤੇ ਇਸ ਮੌਕੇ ਪਿੰਡ ਦੇ ਪਤਵੰਤੇ ਸੱਜਣ ਅਤੇ ਪੰਚਾਇਤ ਮੈਂਬਰ ਹਾਜ਼ਰ ਸਨ। ਇਸ ਮੌਕੇ ਅਧਿਕਾਰੀਆਂ ਨੂੰ ਹਦਾਇਤ ਕੀਤੀ ਗਈ ਕਿ ਕੰਮ ਸਮੇਂ ਸਿਰ ਮੁਕੰਮਲ ਕੀਤੇ ਜਾਣ। (218, 97, 256, 183)
issue-date: ਮੰਗਲਵਾਰ 05 ਸਤੰਬਰ 2024 (430, 4, 496, 11)
headline-bribery: ਕਾਰਜ ਸਾਧਕ ਅਫ਼ਸਰ ਵਰੁਣ ਮਹਿਤਾ ਵੱਲੋਂ ਰਿਸ਼ਵਤ ਵਸੂਲਣ ਦੇ ਚਰਚੇ ਹੋ ਰਹੇ ਸੱਚ ਸਾਬਿਤ (12, 584, 252, 604)
article-text: ਸ੍ਰੀ ਮੁਕਤਸਰ ਸਾਹਿਬ, 4 ਅਗਸਤ (ਬਿਊਰੋ) ਪੰਜਾਬ ਸਰਕਾਰ ਦੇ ਕੈਬਨਿਟ ਮੰਤਰੀ ਨੇ ਹਲਕੇ ਦੇ ਪਿੰਡਾਂ ਵਿੱਚ ਵਿਕਾਸ ਕਾਰਜਾਂ ਦਾ ਉਦਘਾਟਨ ਕਰਦਿਆਂ ਕਿਹਾ ਕਿ ਸਰਕਾਰ ਪਿੰਡਾਂ ਅਤੇ ਸ਼ਹਿਰਾਂ ਦੇ ਸਰਬਪੱਖੀ ਵਿਕਾਸ ਲਈ ਵਚਨਬੱਧ ਹੈ। ਉਨ੍ਹਾਂ ਕਿਹਾ ਕਿ ਨੌਜਵਾਨਾਂ ਨੂੰ ਖੇਡਾਂ ਨਾਲ ਜੋੜਨ ਲਈ ਹਰ ਪਿੰਡ ਵਿੱਚ ਖੇਡ ਮੈਦਾਨ ਬਣਾਏ ਜਾ ਰਹੇ ਹਨ ਅਤੇ ਇਸ ਮੌਕੇ ਪਿੰਡ ਦੇ ਪਤਵੰਤੇ ਸੱਜਣ ਅਤੇ ਪੰਚਾਇਤ ਮੈਂਬਰ ਹਾਜ਼ਰ ਸਨ। ਇਸ ਮੌਕੇ ਅਧਿਕਾਰੀਆਂ ਨੂੰ ਹਦਾਇਤ ਕੀਤੀ ਗਈ ਕਿ ਕੰਮ ਸਮੇਂ ਸਿਰ ਮੁਕੰਮਲ ਕੀਤੇ ਜਾਣ। (402, 115, 448, 186)
article-text: ਸ੍ਰੀ ਮੁਕਤਸਰ ਸਾਹਿਬ, 4 ਅਗਸਤ (ਬਿਊਰੋ) ਪੰਜਾਬ ਸਰਕਾਰ ਦੇ ਕੈਬਨਿਟ ਮੰਤਰੀ ਨੇ ਹਲਕੇ ਦੇ ਪਿੰਡਾਂ ਵਿੱਚ ਵਿਕਾਸ ਕਾਰਜਾਂ ਦਾ ਉਦਘਾਟਨ ਕਰਦਿਆਂ ਕਿਹਾ ਕਿ ਸਰਕਾਰ ਪਿੰਡਾਂ ਅਤੇ ਸ਼ਹਿਰਾਂ ਦੇ ਸਰਬਪੱਖੀ ਵਿਕਾਸ ਲਈ ਵਚਨਬੱਧ ਹੈ। ਉਨ੍ਹਾਂ ਕਿਹਾ ਕਿ ਨੌਜਵਾਨਾਂ ਨੂੰ ਖੇਡਾਂ ਨਾਲ ਜੋੜਨ ਲਈ ਹਰ ਪਿੰਡ ਵਿੱਚ ਖੇਡ ਮੈਦਾਨ ਬਣਾਏ ਜਾ ਰਹੇ ਹਨ ਅਤੇ ਇਸ ਮੌਕੇ ਪਿੰਡ ਦੇ ਪਤਵੰਤੇ ਸੱਜਣ ਅਤੇ ਪੰਚਾਇਤ ਮੈਂਬਰ ਹਾਜ਼ਰ ਸਨ। ਇਸ ਮੌਕੇ ਅਧਿਕਾਰੀਆਂ ਨੂੰ ਹਦਾਇਤ ਕੀਤੀ ਗਈ ਕਿ ਕੰਮ ਸਮੇਂ ਸਿਰ ਮੁਕੰਮਲ ਕੀਤੇ ਜਾਣ। (352, 316, 496, 341)
article-text: ਸ੍ਰੀ ਮੁਕਤਸਰ ਸਾਹਿਬ, 4 ਅਗਸਤ (ਬਿਊਰੋ) ਪੰਜਾਬ ਸਰਕਾਰ ਦੇ ਕੈਬਨਿਟ ਮੰਤਰੀ ਨੇ ਹਲਕੇ ਦੇ ਪਿੰਡਾਂ ਵਿੱਚ ਵਿਕਾਸ ਕਾਰਜਾਂ ਦਾ ਉਦਘਾਟਨ ਕਰਦਿਆਂ ਕਿਹਾ ਕਿ ਸਰਕਾਰ ਪਿੰਡਾਂ ਅਤੇ ਸ਼ਹਿਰਾਂ ਦੇ ਸਰਬਪੱਖੀ ਵਿਕਾਸ ਲਈ ਵਚਨਬੱਧ ਹੈ। ਉਨ੍ਹਾਂ ਕਿਹਾ ਕਿ ਨੌਜਵਾਨਾਂ ਨੂੰ ਖੇਡਾਂ ਨਾਲ ਜੋੜਨ ਲਈ ਹਰ ਪਿੰਡ ਵਿੱਚ ਖੇਡ ਮੈਦਾਨ ਬਣਾਏ ਜਾ ਰਹੇ ਹਨ ਅਤੇ ਇਸ ਮੌਕੇ ਪਿੰਡ ਦੇ ਪਤਵੰਤੇ ਸੱਜਣ ਅਤੇ ਪੰਚਾਇਤ ਮੈਂਬਰ ਹਾਜ਼ਰ ਸਨ। ਇਸ ਮੌਕੇ ਅਧਿਕਾਰੀਆਂ ਨੂੰ ਹਦਾਇਤ ਕੀਤੀ ਗਈ ਕਿ ਕੰਮ ਸਮੇਂ ਸਿਰ ਮੁਕੰਮਲ ਕੀਤੇ ਜਾਣ। (352, 115, 398, 186)
headline-baljit: ਕੈਬਨਿਟ ਮੰਤਰੀ ਡਾ. ਬਲਜੀਤ ਕੌਰ ਨੇ 75 ਲੱਖ ਰੁਪਏ ਦੀ ਲਾਗਤ ਨਾਲ ਮਲੋਟ ਹਲਕੇ ਵਿੱਚ ਸ਼ੁਰੂ ਕਰਵਾਏ ਵਿਕਾਸ ਕਾਰਜ (176, 189, 496, 209)
banner-strip: ਪੰਜਾਬ ਸਰਕਾਰ ਵਲੋਂ ਪਿੰਡਾਂ ਅਤੇ ਸ਼ਹਿਰਾਂ ਦਾ ਕੀਤਾ ਜਾ ਰਿਹਾ ਹੈ ਸਰਬਪੱਖੀ ਵਿਕਾਸ-ਕੈਬਨਿਟ ਮੰਤਰੀ ਡਾ. ਬਲਜੀਤ ਕੌਰ (176, 213, 496, 224)
article-photo (72, 262, 170, 318)
article-text: ਸ੍ਰੀ ਮੁਕਤਸਰ ਸਾਹਿਬ, 4 ਅਗਸਤ (ਬਿਊਰੋ) ਪੰਜਾਬ ਸਰਕਾਰ ਦੇ ਕੈਬਨਿਟ ਮੰਤਰੀ ਨੇ ਹਲਕੇ ਦੇ ਪਿੰਡਾਂ ਵਿੱਚ ਵਿਕਾਸ ਕਾਰਜਾਂ ਦਾ ਉਦਘਾਟਨ ਕਰਦਿਆਂ ਕਿਹਾ ਕਿ ਸਰਕਾਰ ਪਿੰਡਾਂ ਅਤੇ ਸ਼ਹਿਰਾਂ ਦੇ ਸਰਬਪੱਖੀ ਵਿਕਾਸ ਲਈ ਵਚਨਬੱਧ ਹੈ। ਉਨ੍ਹਾਂ ਕਿਹਾ ਕਿ ਨੌਜਵਾਨਾਂ ਨੂੰ ਖੇਡਾਂ ਨਾਲ ਜੋੜਨ ਲਈ ਹਰ ਪਿੰਡ ਵਿੱਚ ਖੇਡ ਮੈਦਾਨ ਬਣਾਏ ਜਾ ਰਹੇ ਹਨ ਅਤੇ ਇਸ ਮੌਕੇ ਪਿੰਡ ਦੇ ਪਤਵੰਤੇ ਸੱਜਣ ਅਤੇ ਪੰਚਾਇਤ ਮੈਂਬਰ ਹਾਜ਼ਰ ਸਨ। ਇਸ ਮੌਕੇ ਅਧਿਕਾਰੀਆਂ ਨੂੰ ਹਦਾਇਤ ਕੀਤੀ ਗਈ ਕਿ ਕੰਮ ਸਮੇਂ ਸਿਰ ਮੁਕੰਮਲ ਕੀਤੇ ਜਾਣ। (366, 484, 408, 560)
article-text: ਸ੍ਰੀ ਮੁਕਤਸਰ ਸਾਹਿਬ, 4 ਅਗਸਤ (ਬਿਊਰੋ) ਪੰਜਾਬ ਸਰਕਾਰ ਦੇ ਕੈਬਨਿਟ ਮੰਤਰੀ ਨੇ ਹਲਕੇ ਦੇ ਪਿੰਡਾਂ ਵਿੱਚ ਵਿਕਾਸ ਕਾਰਜਾਂ ਦਾ ਉਦਘਾਟਨ ਕਰਦਿਆਂ ਕਿਹਾ ਕਿ ਸਰਕਾਰ ਪਿੰਡਾਂ ਅਤੇ ਸ਼ਹਿਰਾਂ ਦੇ ਸਰਬਪੱਖੀ ਵਿਕਾਸ ਲਈ ਵਚਨਬੱਧ ਹੈ। ਉਨ੍ਹਾਂ ਕਿਹਾ ਕਿ ਨੌਜਵਾਨਾਂ ਨੂੰ ਖੇਡਾਂ ਨਾਲ ਜੋੜਨ ਲਈ ਹਰ ਪਿੰਡ ਵਿੱਚ ਖੇਡ ਮੈਦਾਨ ਬਣਾਏ ਜਾ ਰਹੇ ਹਨ ਅਤੇ ਇਸ ਮੌਕੇ ਪਿੰਡ ਦੇ ਪਤਵੰਤੇ ਸੱਜਣ ਅਤੇ ਪੰਚਾਇਤ ਮੈਂਬਰ ਹਾਜ਼ਰ ਸਨ। ਇਸ ਮੌਕੇ ਅਧਿਕਾਰੀਆਂ ਨੂੰ ਹਦਾਇਤ ਕੀਤੀ ਗਈ ਕਿ ਕੰਮ ਸਮੇਂ ਸਿਰ ਮੁਕੰਮਲ ਕੀਤੇ ਜਾਣ। (4, 46, 56, 107)
article-photo (60, 472, 180, 544)
article-text: ਸ੍ਰੀ ਮੁਕਤਸਰ ਸਾਹਿਬ, 4 ਅਗਸਤ (ਬਿਊਰੋ) ਪੰਜਾਬ ਸਰਕਾਰ ਦੇ ਕੈਬਨਿਟ ਮੰਤਰੀ ਨੇ ਹਲਕੇ ਦੇ ਪਿੰਡਾਂ ਵਿੱਚ ਵਿਕਾਸ ਕਾਰਜਾਂ ਦਾ ਉਦਘਾਟਨ ਕਰਦਿਆਂ ਕਿਹਾ ਕਿ ਸਰਕਾਰ ਪਿੰਡਾਂ ਅਤੇ ਸ਼ਹਿਰਾਂ ਦੇ ਸਰਬਪੱਖੀ ਵਿਕਾਸ ਲਈ ਵਚਨਬੱਧ ਹੈ। ਉਨ੍ਹਾਂ ਕਿਹਾ ਕਿ ਨੌਜਵਾਨਾਂ ਨੂੰ ਖੇਡਾਂ ਨਾਲ ਜੋੜਨ ਲਈ ਹਰ ਪਿੰਡ ਵਿੱਚ ਖੇਡ ਮੈਦਾਨ ਬਣਾਏ ਜਾ ਰਹੇ ਹਨ ਅਤੇ ਇਸ ਮੌਕੇ ਪਿੰਡ ਦੇ ਪਤਵੰਤੇ ਸੱਜਣ ਅਤੇ ਪੰਚਾਇਤ ਮੈਂਬਰ ਹਾਜ਼ਰ ਸਨ। ਇਸ ਮੌਕੇ ਅਧਿਕਾਰੀਆਂ ਨੂੰ ਹਦਾਇਤ ਕੀਤੀ ਗਈ ਕਿ ਕੰਮ ਸਮੇਂ ਸਿਰ ਮੁਕੰਮਲ ਕੀਤੇ ਜਾਣ। (306, 44, 348, 120)
headline-left-second: ਕੈਬਨਿਟ ਮੰਤਰੀ ਡਾ. ਬਲਜੀਤ ਕੌਰ ਨੇ ਵਿਕਾਸ ਕਾਰਜਾਂ ਵਿਚ 50 ਲੱਖ ਰੁਪਏ ਦੀ ਲਾਗਤ ਨਾਲ ਬਣੇ ਖੇਡ ਮੈਦਾਨ ਦਾ ਕੀਤਾ ਉਦਘਾਟਨ (4, 235, 159, 251)
article-photo (266, 484, 362, 548)
article-text: ਸ੍ਰੀ ਮੁਕਤਸਰ ਸਾਹਿਬ, 4 ਅਗਸਤ (ਬਿਊਰੋ) ਪੰਜਾਬ ਸਰਕਾਰ ਦੇ ਕੈਬਨਿਟ ਮੰਤਰੀ ਨੇ ਹਲਕੇ ਦੇ ਪਿੰਡਾਂ ਵਿੱਚ ਵਿਕਾਸ ਕਾਰਜਾਂ ਦਾ ਉਦਘਾਟਨ ਕਰਦਿਆਂ ਕਿਹਾ ਕਿ ਸਰਕਾਰ ਪਿੰਡਾਂ ਅਤੇ ਸ਼ਹਿਰਾਂ ਦੇ ਸਰਬਪੱਖੀ ਵਿਕਾਸ ਲਈ ਵਚਨਬੱਧ ਹੈ। ਉਨ੍ਹਾਂ ਕਿਹਾ ਕਿ ਨੌਜਵਾਨਾਂ ਨੂੰ ਖੇਡਾਂ ਨਾਲ ਜੋੜਨ ਲਈ ਹਰ ਪਿੰਡ ਵਿੱਚ ਖੇਡ ਮੈਦਾਨ ਬਣਾਏ ਜਾ ਰਹੇ ਹਨ ਅਤੇ ਇਸ ਮੌਕੇ ਪਿੰਡ ਦੇ ਪਤਵੰਤੇ ਸੱਜਣ ਅਤੇ ਪੰਚਾਇਤ ਮੈਂਬਰ ਹਾਜ਼ਰ ਸਨ। ਇਸ ਮੌਕੇ ਅਧਿਕਾਰੀਆਂ ਨੂੰ ਹਦਾਇਤ ਕੀਤੀ ਗਈ ਕਿ ਕੰਮ ਸਮੇਂ ਸਿਰ ਮੁਕੰਮਲ ਕੀਤੇ ਜਾਣ। (4, 262, 66, 312)
headline-aap: ਆਮ ਆਦਮੀ ਪਾਰਟੀ ਦੇ ਲੀਡਰਾਂ ਨੇ ਕੀਤੀ ਸ਼ਮੂਲੀਅਤ ਪਾਰਟੀ ਤੇ ਹੋਈ ਮੀਟਿੰਗ (266, 551, 346, 564)
article-text: ਸ੍ਰੀ ਮੁਕਤਸਰ ਸਾਹਿਬ, 4 ਅਗਸਤ (ਬਿਊਰੋ) ਪੰਜਾਬ ਸਰਕਾਰ ਦੇ ਕੈਬਨਿਟ ਮੰਤਰੀ ਨੇ ਹਲਕੇ ਦੇ ਪਿੰਡਾਂ ਵਿੱਚ ਵਿਕਾਸ ਕਾਰਜਾਂ ਦਾ ਉਦਘਾਟਨ ਕਰਦਿਆਂ ਕਿਹਾ ਕਿ ਸਰਕਾਰ ਪਿੰਡਾਂ ਅਤੇ ਸ਼ਹਿਰਾਂ ਦੇ ਸਰਬਪੱਖੀ ਵਿਕਾਸ ਲਈ ਵਚਨਬੱਧ ਹੈ। ਉਨ੍ਹਾਂ ਕਿਹਾ ਕਿ ਨੌਜਵਾਨਾਂ ਨੂੰ ਖੇਡਾਂ ਨਾਲ ਜੋੜਨ ਲਈ ਹਰ ਪਿੰਡ ਵਿੱਚ ਖੇਡ ਮੈਦਾਨ ਬਣਾਏ ਜਾ ਰਹੇ ਹਨ ਅਤੇ ਇਸ ਮੌਕੇ ਪਿੰਡ ਦੇ ਪਤਵੰਤੇ ਸੱਜਣ ਅਤੇ ਪੰਚਾਇਤ ਮੈਂਬਰ ਹਾਜ਼ਰ ਸਨ। ਇਸ ਮੌਕੇ ਅਧਿਕਾਰੀਆਂ ਨੂੰ ਹਦਾਇਤ ਕੀਤੀ ਗਈ ਕਿ ਕੰਮ ਸਮੇਂ ਸਿਰ ਮੁਕੰਮਲ ਕੀਤੇ ਜਾਣ। (117, 104, 170, 165)
article-text: ਸ੍ਰੀ ਮੁਕਤਸਰ ਸਾਹਿਬ, 4 ਅਗਸਤ (ਬਿਊਰੋ) ਪੰਜਾਬ ਸਰਕਾਰ ਦੇ ਕੈਬਨਿਟ ਮੰਤਰੀ ਨੇ ਹਲਕੇ ਦੇ ਪਿੰਡਾਂ ਵਿੱਚ ਵਿਕਾਸ ਕਾਰਜਾਂ ਦਾ ਉਦਘਾਟਨ ਕਰਦਿਆਂ ਕਿਹਾ ਕਿ ਸਰਕਾਰ ਪਿੰਡਾਂ ਅਤੇ ਸ਼ਹਿਰਾਂ ਦੇ ਸਰਬਪੱਖੀ ਵਿਕਾਸ ਲਈ ਵਚਨਬੱਧ ਹੈ। ਉਨ੍ਹਾਂ ਕਿਹਾ ਕਿ ਨੌਜਵਾਨਾਂ ਨੂੰ ਖੇਡਾਂ ਨਾਲ ਜੋੜਨ ਲਈ ਹਰ ਪਿੰਡ ਵਿੱਚ ਖੇਡ ਮੈਦਾਨ ਬਣਾਏ ਜਾ ਰਹੇ ਹਨ ਅਤੇ ਇਸ ਮੌਕੇ ਪਿੰਡ ਦੇ ਪਤਵੰਤੇ ਸੱਜਣ ਅਤੇ ਪੰਚਾਇਤ ਮੈਂਬਰ ਹਾਜ਼ਰ ਸਨ। ਇਸ ਮੌਕੇ ਅਧਿਕਾਰੀਆਂ ਨੂੰ ਹਦਾਇਤ ਕੀਤੀ ਗਈ ਕਿ ਕੰਮ ਸਮੇਂ ਸਿਰ ਮੁਕੰਮਲ ਕੀਤੇ ਜਾਣ। (216, 626, 260, 702)
